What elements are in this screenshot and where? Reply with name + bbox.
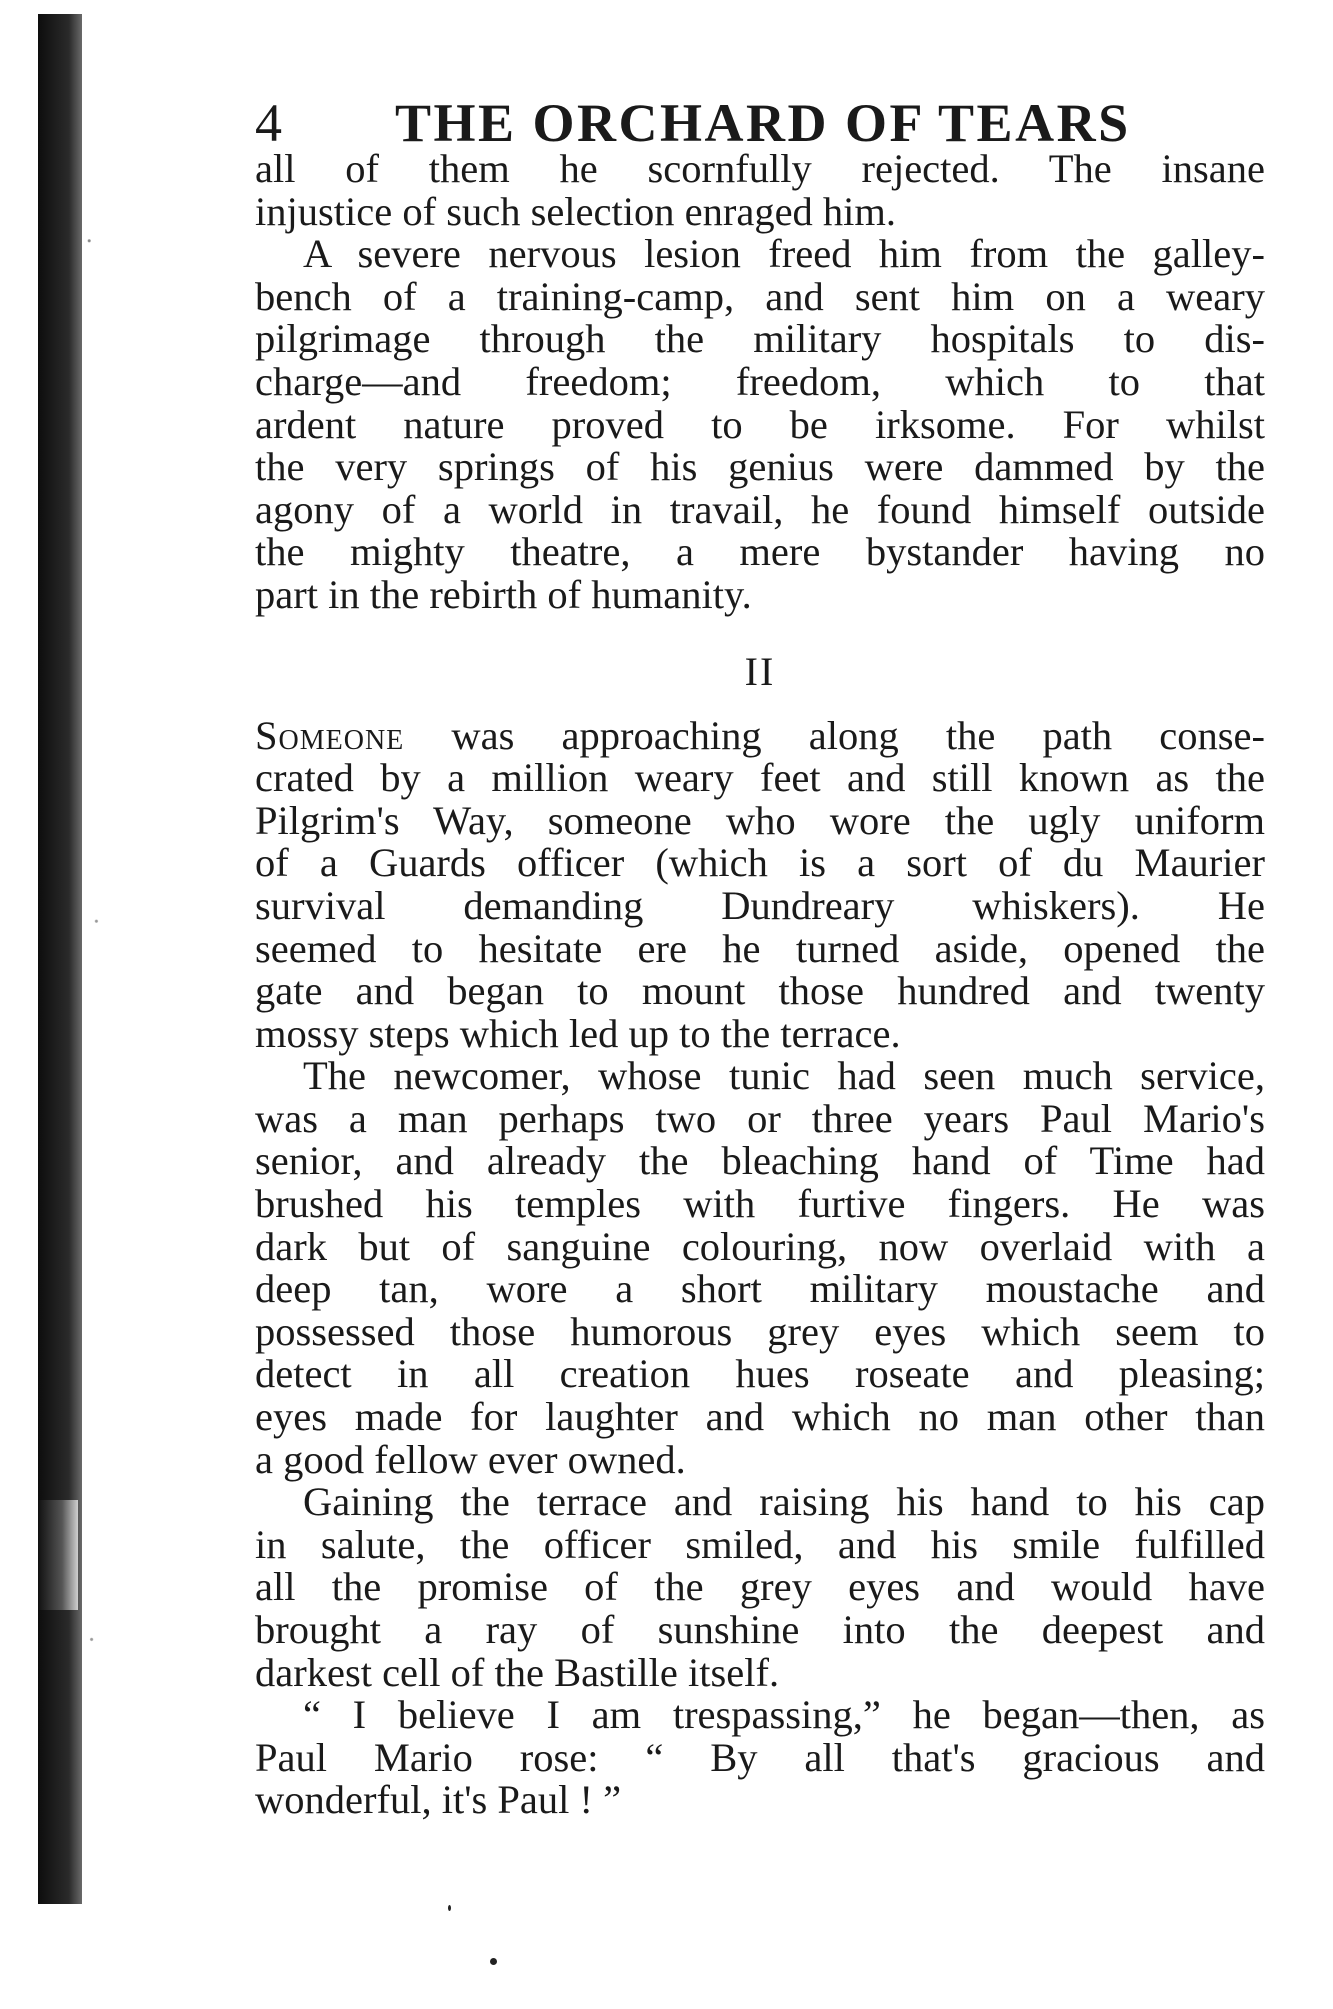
text-line: possessed those humorous grey eyes which seem to (255, 1308, 1265, 1354)
text-line (255, 712, 1265, 758)
scan-specks (82, 14, 106, 1904)
page-number: 4 (255, 93, 284, 153)
text-line: dark but of sanguine colouring, now overlaid with a (255, 1223, 1265, 1269)
text-line: A severe nervous lesion freed him from the galley- (303, 231, 1265, 277)
text-line: survival demanding Dundreary whiskers). He (255, 882, 1265, 928)
text-line: deep tan, wore a short military moustache and (255, 1266, 1265, 1312)
ink-speck (490, 1958, 497, 1965)
text-line: gate and began to mount those hundred and twenty (255, 968, 1265, 1014)
text-line: “ I believe I am trespassing,” he began—then, as (303, 1692, 1265, 1738)
text-line: of a Guards officer (which is a sort of du Maurier (255, 840, 1265, 886)
text-line: seemed to hesitate ere he turned aside, opened the (255, 925, 1265, 971)
section-heading: II (744, 648, 776, 694)
text-line: eyes made for laughter and which no man other than (255, 1394, 1265, 1440)
text-line: bench of a training-camp, and sent him on a weary (255, 273, 1265, 319)
text-line: was a man perhaps two or three years Paul Mario's (255, 1095, 1265, 1141)
text-line: the very springs of his genius were dammed by the (255, 444, 1265, 490)
ink-speck (448, 1905, 451, 1911)
text-line: Gaining the terrace and raising his hand to his cap (303, 1479, 1265, 1525)
text-line: ardent nature proved to be irksome. For whilst (255, 401, 1265, 447)
book-spine-notch (38, 1500, 78, 1610)
lead-word: Someone (255, 712, 405, 758)
text-line: brushed his temples with furtive fingers. He was (255, 1181, 1265, 1227)
page-header (255, 92, 1265, 153)
text-line-rest: was approaching along the path conse- (404, 712, 1265, 758)
text-line: mossy steps which led up to the terrace. (255, 1010, 901, 1056)
text-line: brought a ray of sunshine into the deepest and (255, 1607, 1265, 1652)
text-line: Pilgrim's Way, someone who wore the ugly uniform (255, 797, 1265, 843)
text-line: in salute, the officer smiled, and his smile fulfilled (255, 1521, 1265, 1567)
text-line: a good fellow ever owned. (255, 1436, 686, 1482)
text-line: all of them he scornfully rejected. The insane (255, 146, 1265, 191)
text-line: wonderful, it's Paul ! ” (255, 1777, 622, 1823)
text-line: The newcomer, whose tunic had seen much service, (303, 1053, 1265, 1099)
book-spine-shadow (38, 14, 82, 1904)
chapter-body-part-2 (255, 712, 1265, 1823)
text-line: pilgrimage through the military hospitals to dis- (255, 316, 1265, 362)
text-line: agony of a world in travail, he found himself outside (255, 486, 1265, 532)
chapter-body-part-1 (255, 148, 1265, 617)
text-line: part in the rebirth of humanity. (255, 571, 752, 617)
text-line: all the promise of the grey eyes and would have (255, 1564, 1265, 1610)
text-line: the mighty theatre, a mere bystander having no (255, 529, 1265, 575)
text-line: Paul Mario rose: “ By all that's gracious and (255, 1734, 1265, 1780)
text-line: darkest cell of the Bastille itself. (255, 1649, 780, 1695)
text-line: senior, and already the bleaching hand of Time had (255, 1138, 1265, 1184)
running-title: THE ORCHARD OF TEARS (395, 93, 1131, 153)
text-line: injustice of such selection enraged him. (255, 188, 897, 234)
text-line: detect in all creation hues roseate and pleasing; (255, 1351, 1265, 1397)
book-page (255, 92, 1265, 1822)
text-line: charge—and freedom; freedom, which to that (255, 358, 1265, 404)
text-line: crated by a million weary feet and still known as the (255, 755, 1265, 801)
